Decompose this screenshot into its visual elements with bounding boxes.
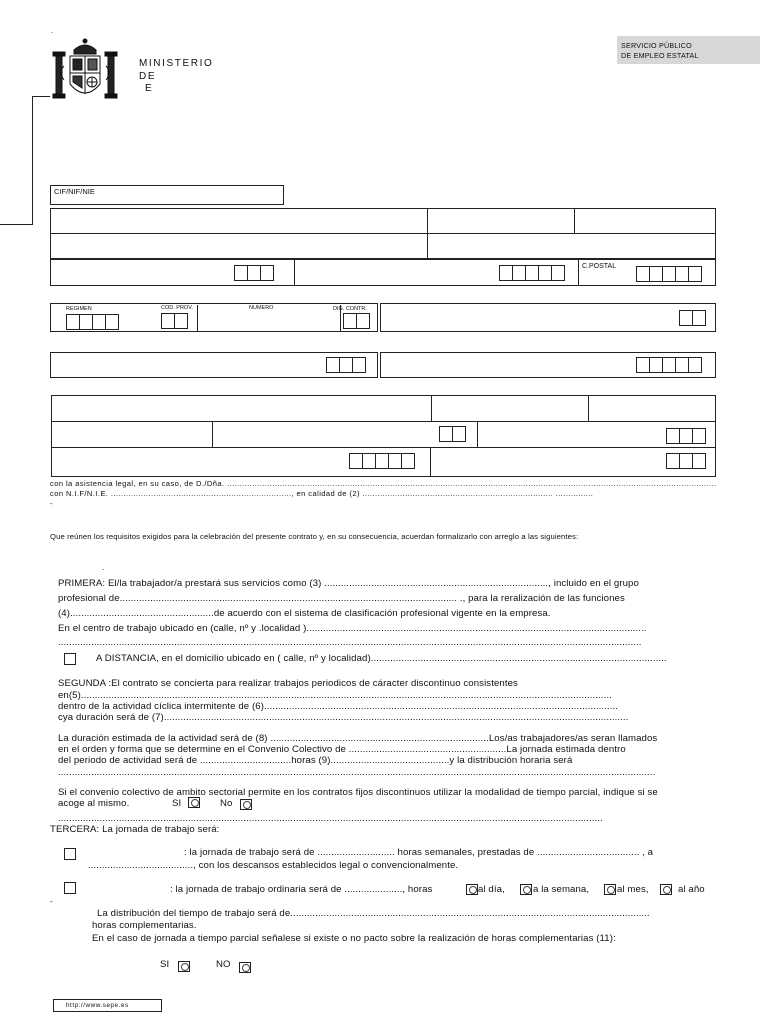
- row-divider: [51, 447, 716, 448]
- pacto-line: En el caso de jornada a tiempo parcial señalese si existe o no pacto sobre la realización de horas complementarias (11):: [92, 933, 616, 944]
- regimen-boxes[interactable]: [67, 314, 119, 330]
- pacto-si-radio[interactable]: [178, 961, 190, 972]
- col-divider: [574, 208, 575, 233]
- service-line-2: DE EMPLEO ESTATAL: [621, 51, 699, 60]
- tercera-c1-line-1: : la jornada de trabajo será de ............................ horas semanales, prestadas de ..................................... , a: [184, 847, 654, 858]
- duracion-line-2: en el orden y forma que se determine en el Convenio Colectivo de .........................................................La jornada estimada dentro: [58, 744, 626, 755]
- ministry-line-1: MINISTERIO: [139, 58, 214, 69]
- col-divider: [212, 421, 213, 447]
- ano-radio[interactable]: [660, 884, 672, 895]
- segunda-line-1: SEGUNDA :El contrato se concierta para realizar trabajos periodicos de cáracter discontinuo consistentes: [58, 678, 518, 689]
- worker-boxes[interactable]: [440, 426, 466, 442]
- dia-radio[interactable]: [466, 884, 478, 895]
- jornada-completa-checkbox[interactable]: [64, 848, 76, 860]
- primera-line-4: En el centro de trabajo ubicado en (calle, nº y .localidad )...........................................................................................................................: [58, 623, 647, 634]
- extra-boxes[interactable]: [327, 357, 366, 373]
- primera-line-5: ...................................................................................................................................................................................................................: [58, 637, 642, 648]
- primera-line-1: PRIMERA: El/la trabajador/a prestará sus servicios como (3) ................................................................................., incluido en el grupo: [58, 578, 639, 589]
- activity-boxes[interactable]: [680, 310, 706, 326]
- dash-mark: -: [50, 499, 53, 508]
- extra-boxes-2[interactable]: [637, 357, 702, 373]
- row-divider: [51, 421, 716, 422]
- mes-radio[interactable]: [604, 884, 616, 895]
- convenio-si-label: SI: [172, 798, 182, 809]
- convenio-line-1: Si el convenio colectivo de ambito sectorial permite en los contratos fijos discontinuos utilizar la modalidad de tiempo parcial, indique si se: [58, 787, 658, 798]
- cif-label: CIF/NIF/NIE: [54, 187, 95, 196]
- col-divider: [294, 259, 295, 286]
- jornada-parcial-checkbox[interactable]: [64, 882, 76, 894]
- duracion-line-3: del periodo de actividad será de .................................horas (9)...........................................y la distribución horaria será: [58, 755, 573, 766]
- horas-compl-line: horas complementarias.: [92, 920, 197, 931]
- duracion-line-1: La duración estimada de la actividad será de (8) ...............................................................................Los/as trabajadores/as seran llamados: [58, 733, 658, 744]
- corner-mark: -: [51, 30, 53, 36]
- col-divider: [427, 208, 428, 259]
- service-badge: [617, 36, 760, 64]
- tercera-c2-line: : la jornada de trabajo ordinaria será de ....................., horas: [170, 884, 433, 895]
- code-boxes[interactable]: [235, 265, 274, 281]
- convenio-line-2: acoge al mismo.: [58, 798, 130, 809]
- dig-contr-boxes[interactable]: [344, 313, 370, 329]
- convenio-no-label: No: [220, 798, 233, 809]
- dig-contr-label: DIG. CONTR.: [333, 306, 367, 312]
- pacto-si-label: SI: [160, 959, 170, 970]
- col-divider: [578, 259, 579, 286]
- col-divider: [197, 305, 198, 332]
- col-divider: [430, 447, 431, 477]
- convenio-si-radio[interactable]: [188, 797, 200, 808]
- distancia-checkbox[interactable]: [64, 653, 76, 665]
- ministry-line-3: E: [145, 83, 154, 94]
- distribucion-line: La distribución del tiempo de trabajo será de..................................................................................................................................: [97, 908, 650, 919]
- footer-url[interactable]: http://www.sepe.es: [66, 1002, 129, 1009]
- footer-url-box[interactable]: [53, 999, 162, 1012]
- margin-line: [0, 224, 33, 225]
- pacto-no-label: NO: [216, 959, 231, 970]
- cpostal-boxes[interactable]: [637, 266, 702, 282]
- service-line-1: SERVICIO PÚBLICO: [621, 41, 692, 50]
- dia-label: al día,: [478, 884, 505, 895]
- row-divider: [50, 233, 716, 234]
- worker-boxes[interactable]: [667, 428, 706, 444]
- cif-field[interactable]: [50, 185, 284, 205]
- primera-line-2: profesional de.......................................................................................................................... ., para la reralización de las funciones: [58, 593, 625, 604]
- duracion-line-4: ........................................................................................................................................................................................................................: [58, 767, 656, 778]
- ministry-line-2: DE: [139, 70, 157, 82]
- dot-mark: .: [102, 563, 105, 572]
- distancia-line: A DISTANCIA, en el domicilio ubicado en ( calle, nº y localidad)...........................................................................................................: [96, 653, 667, 664]
- convenio-line-3: .....................................................................................................................................................................................................: [58, 813, 603, 824]
- intro-text: Que reúnen los requisitos exigidos para la celebración del presente contrato y, en su consecuencia, acuerdan formalizarlo con arreglo a las siguientes:: [50, 532, 579, 541]
- tercera-c1-line-2: ......................................, con los descansos establecidos legal o convencionalmente.: [88, 860, 459, 871]
- margin-line: [32, 96, 33, 224]
- cod-prov-label: COD. PROV.: [161, 305, 193, 311]
- regimen-label: REGIMEN: [66, 306, 92, 312]
- mes-label: al mes,: [617, 884, 649, 895]
- primera-line-3: (4)....................................................de acuerdo con el sistema de clasificación profesional vigente en la empresa.: [58, 608, 551, 619]
- code-boxes[interactable]: [500, 265, 565, 281]
- col-divider: [588, 395, 589, 421]
- ministry-name: [139, 58, 213, 96]
- coat-of-arms-logo: [50, 36, 120, 106]
- cod-prov-boxes[interactable]: [162, 313, 188, 329]
- dash-mark: -: [50, 897, 53, 906]
- segunda-line-2: en(5)................................................................................................................................................................................................: [58, 690, 612, 701]
- margin-line: [32, 96, 50, 97]
- semana-radio[interactable]: [520, 884, 532, 895]
- numero-label: NUMERO: [249, 305, 274, 311]
- tercera-title: TERCERA: La jornada de trabajo será:: [50, 824, 220, 835]
- convenio-no-radio[interactable]: [240, 799, 252, 810]
- segunda-line-3: dentro de la actividad cíclica intermitente de (6)................................................................................................................................: [58, 701, 619, 712]
- pacto-no-radio[interactable]: [239, 962, 251, 973]
- col-divider: [340, 305, 341, 332]
- ano-label: al año: [678, 884, 705, 895]
- worker-boxes[interactable]: [667, 453, 706, 469]
- segunda-line-4: cya duración será de (7)........................................................................................................................................................................: [58, 712, 629, 723]
- nif-line: con N.I.F/N.I.E. ........................................................................, en calidad de (2) ............................................................................ ...............: [50, 489, 594, 498]
- assistance-line: con la asistencia legal, en su caso, de D./Dña. ...................................................................................................................................................................................................: [50, 479, 717, 488]
- worker-boxes[interactable]: [350, 453, 415, 469]
- col-divider: [477, 421, 478, 447]
- semana-label: a la semana,: [533, 884, 590, 895]
- cpostal-label: C.POSTAL: [582, 263, 617, 270]
- activity-field: [380, 303, 716, 332]
- col-divider: [431, 395, 432, 421]
